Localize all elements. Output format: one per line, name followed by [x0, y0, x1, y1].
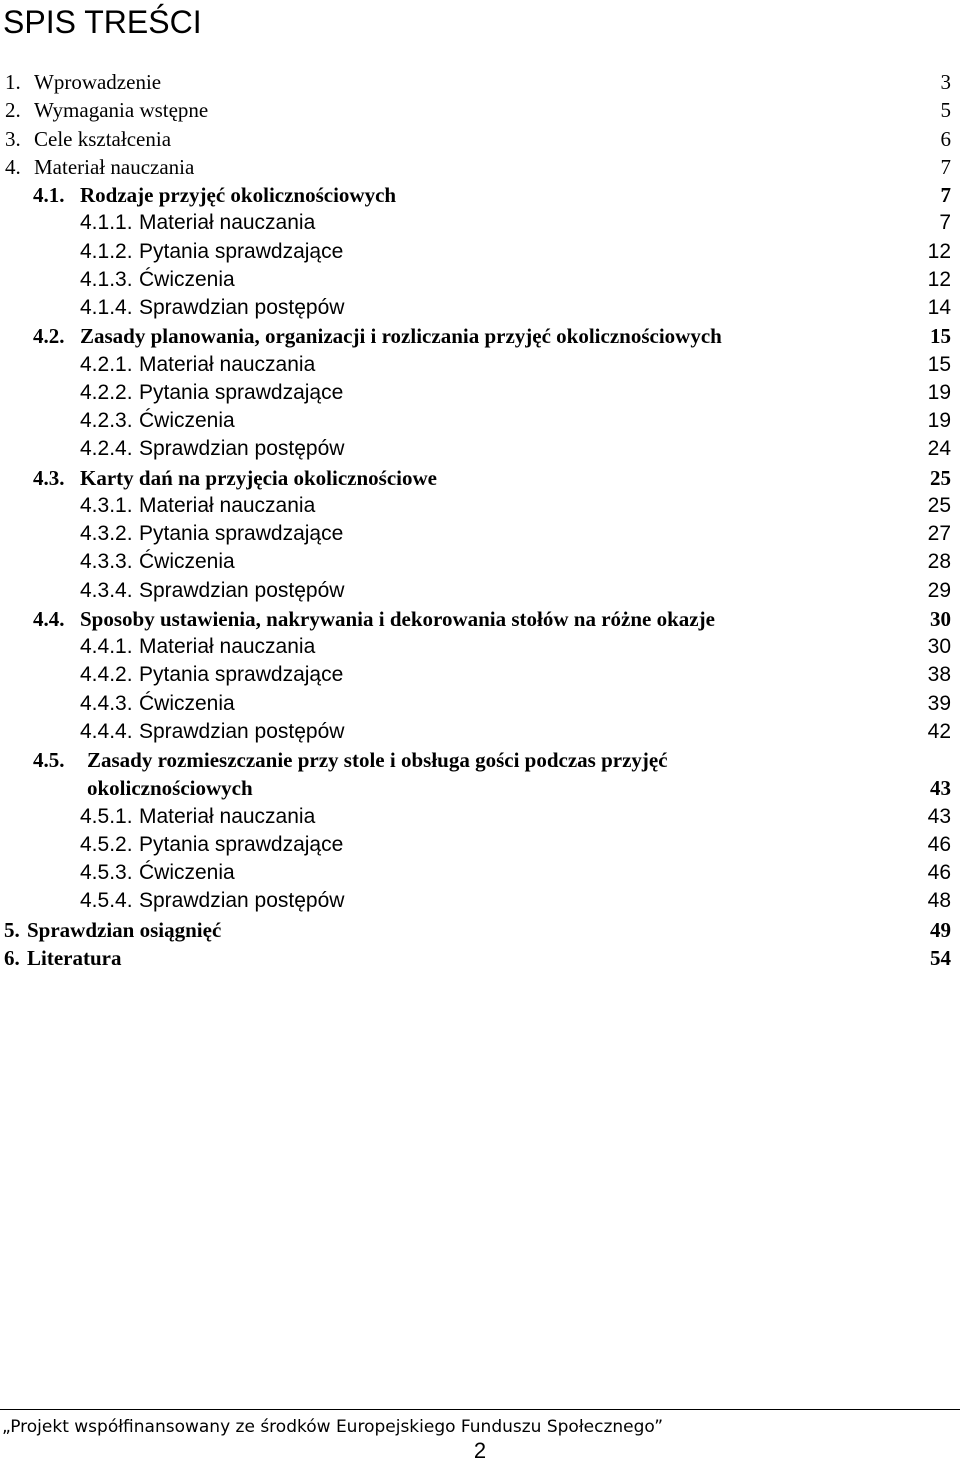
toc-entry-number: 4.4.1. — [80, 635, 133, 658]
toc-subsection[interactable] — [0, 803, 960, 831]
toc-entry-number: 1. — [5, 70, 21, 94]
toc-entry-number: 4.1.4. — [80, 296, 133, 319]
toc-subsection[interactable] — [0, 859, 960, 887]
toc-entry-title: Sprawdzian postępów — [139, 296, 345, 319]
toc-section[interactable] — [0, 181, 960, 209]
toc-entry-number: 2. — [5, 98, 21, 123]
toc-entry-number: 4.1.1. — [80, 211, 133, 235]
toc-subsection[interactable] — [0, 351, 960, 379]
toc-subsection[interactable] — [0, 548, 960, 576]
toc-entry-title: Sprawdzian postępów — [139, 578, 345, 602]
toc-entry-page: 25 — [930, 465, 951, 490]
toc-entry-title: Ćwiczenia — [139, 409, 235, 432]
toc-entry-number: 4.2.4. — [80, 437, 133, 461]
toc-subsection[interactable] — [0, 435, 960, 463]
toc-entry-page: 24 — [927, 437, 951, 461]
toc-section[interactable] — [0, 746, 960, 803]
toc-entry[interactable] — [0, 96, 960, 124]
toc-subsection[interactable] — [0, 831, 960, 859]
toc-entry-page: 5 — [940, 98, 951, 123]
toc-entry-page: 12 — [927, 239, 951, 263]
toc-entry-title: Ćwiczenia — [139, 550, 235, 574]
toc-entry-number: 4.2.3. — [80, 409, 133, 432]
toc-entry-title: Sprawdzian postępów — [139, 889, 345, 913]
toc-subsection[interactable] — [0, 492, 960, 520]
toc-entry-title: Zasady planowania, organizacji i rozliczania przyjęć okolicznościowych — [80, 324, 722, 349]
page-title: SPIS TREŚCI — [3, 4, 202, 40]
toc-entry-page: 39 — [927, 691, 951, 715]
toc-entry-number: 4.3.1. — [80, 493, 133, 517]
toc-entry-page: 6 — [940, 126, 951, 151]
toc-entry-title: Sprawdzian osiągnięć — [27, 917, 222, 942]
toc-entry-number: 4.5.4. — [80, 889, 133, 913]
toc-entry-title: Zasady rozmieszczanie przy stole i obsługa gości podczas przyjęć okolicznościowych — [87, 748, 668, 801]
toc-subsection[interactable] — [0, 661, 960, 689]
toc-entry-page: 46 — [927, 861, 951, 884]
toc-subsection[interactable] — [0, 690, 960, 718]
toc-entry-title: Materiał nauczania — [34, 154, 195, 179]
toc-entry-title: Materiał nauczania — [139, 211, 316, 235]
toc-entry-number: 4.1.2. — [80, 239, 133, 263]
toc-entry-page: 19 — [927, 380, 951, 404]
toc-entry-number: 4.2.1. — [80, 352, 133, 376]
toc-entry-page: 7 — [940, 183, 951, 207]
toc-subsection[interactable] — [0, 887, 960, 915]
toc-entry-number: 4.3.3. — [80, 550, 133, 574]
toc-entry-page: 7 — [939, 211, 951, 235]
toc-entry-page: 25 — [927, 493, 951, 517]
toc-entry-page: 29 — [927, 578, 951, 602]
toc-entry-title: Sprawdzian postępów — [139, 719, 345, 743]
toc-subsection[interactable] — [0, 407, 960, 435]
toc-entry[interactable] — [0, 68, 960, 96]
toc-entry-title: Sprawdzian postępów — [139, 437, 345, 461]
toc-entry-number: 4.4.4. — [80, 719, 133, 743]
toc-entry-title: Ćwiczenia — [139, 267, 235, 291]
toc-entry-number: 4.5.3. — [80, 861, 133, 884]
toc-subsection[interactable] — [0, 520, 960, 548]
toc-entry-title: Ćwiczenia — [139, 691, 235, 715]
toc-entry-title: Materiał nauczania — [139, 635, 316, 658]
toc-entry-page: 12 — [927, 267, 951, 291]
toc-entry-number: 4.2.2. — [80, 380, 133, 404]
toc-entry-number: 4.3.4. — [80, 578, 133, 602]
toc-entry-number: 4.1. — [33, 183, 65, 207]
toc-section[interactable] — [0, 916, 960, 944]
toc-entry-title: Pytania sprawdzające — [139, 832, 344, 856]
toc-entry-title: Materiał nauczania — [139, 804, 316, 828]
toc-entry-page: 30 — [927, 635, 951, 658]
toc-entry-number: 4.4.3. — [80, 691, 133, 715]
toc-entry-page: 54 — [930, 945, 951, 970]
toc-entry-page: 3 — [940, 70, 951, 94]
toc-entry-page: 15 — [930, 324, 951, 349]
toc-section[interactable] — [0, 605, 960, 633]
page-number: 2 — [473, 1438, 487, 1463]
toc-subsection[interactable] — [0, 718, 960, 746]
toc-entry-page: 38 — [927, 663, 951, 687]
toc-entry-page: 14 — [927, 296, 951, 319]
toc-entry-number: 4.5.2. — [80, 832, 133, 856]
toc-entry-number: 4.5. — [33, 748, 65, 772]
toc-entry-page: 28 — [927, 550, 951, 574]
toc-entry-title: Pytania sprawdzające — [139, 380, 344, 404]
toc-entry[interactable] — [0, 153, 960, 181]
toc-entry-number: 4.3.2. — [80, 522, 133, 545]
toc-entry-title: Literatura — [27, 945, 122, 970]
toc-entry-number: 4.5.1. — [80, 804, 133, 828]
toc-entry-title: Materiał nauczania — [139, 352, 316, 376]
toc-entry-number: 3. — [5, 126, 21, 151]
toc-entry-title: Wprowadzenie — [34, 70, 162, 94]
toc-entry-number: 4.4.2. — [80, 663, 133, 687]
footer-project-note: „Projekt współfinansowany ze środków Europejskiego Funduszu Społecznego” — [2, 1417, 664, 1437]
toc-entry[interactable] — [0, 125, 960, 153]
toc-entry-page: 46 — [927, 832, 951, 856]
toc-entry-title: Karty dań na przyjęcia okolicznościowe — [80, 465, 437, 490]
toc-entry-page: 49 — [930, 917, 951, 942]
toc-entry-number: 5. — [4, 917, 20, 942]
toc-entry-number: 4.1.3. — [80, 267, 133, 291]
toc-section[interactable] — [0, 944, 960, 972]
footer-divider — [0, 1409, 960, 1410]
toc-entry-title: Pytania sprawdzające — [139, 522, 344, 545]
toc-entry-number: 4. — [5, 154, 21, 179]
toc-entry-title: Pytania sprawdzające — [139, 663, 344, 687]
toc-entry-title: Rodzaje przyjęć okolicznościowych — [80, 183, 397, 207]
toc-entry-page: 48 — [927, 889, 951, 913]
toc-entry-page: 19 — [927, 409, 951, 432]
toc-section[interactable] — [0, 322, 960, 350]
toc-entry-number: 4.2. — [33, 324, 65, 349]
toc-entry-title: Cele kształcenia — [34, 126, 172, 151]
toc-entry-title: Materiał nauczania — [139, 493, 316, 517]
toc-entry-title: Pytania sprawdzające — [139, 239, 344, 263]
toc-entry-number: 4.4. — [33, 606, 65, 631]
toc-subsection[interactable] — [0, 294, 960, 322]
toc-entry-page: 15 — [927, 352, 951, 376]
toc-entry-page: 30 — [930, 606, 951, 631]
toc-subsection[interactable] — [0, 379, 960, 407]
toc-entry-title: Sposoby ustawienia, nakrywania i dekorowania stołów na różne okazje — [80, 606, 715, 631]
toc-entry-title: Wymagania wstępne — [34, 98, 209, 123]
toc-entry-page: 27 — [927, 522, 951, 545]
toc-entry-number: 6. — [4, 945, 20, 970]
toc-entry-title: Ćwiczenia — [139, 861, 235, 884]
toc-entry-page: 7 — [940, 154, 951, 179]
toc-section[interactable] — [0, 464, 960, 492]
toc-entry-number: 4.3. — [33, 465, 65, 490]
toc-entry-page: 42 — [927, 719, 951, 743]
toc-subsection[interactable] — [0, 209, 960, 237]
toc-subsection[interactable] — [0, 577, 960, 605]
toc-subsection[interactable] — [0, 633, 960, 661]
toc-subsection[interactable] — [0, 238, 960, 266]
toc-entry-page: 43 — [927, 804, 951, 828]
toc-subsection[interactable] — [0, 266, 960, 294]
toc-entry-page: 43 — [930, 776, 951, 801]
table-of-contents — [0, 68, 960, 972]
